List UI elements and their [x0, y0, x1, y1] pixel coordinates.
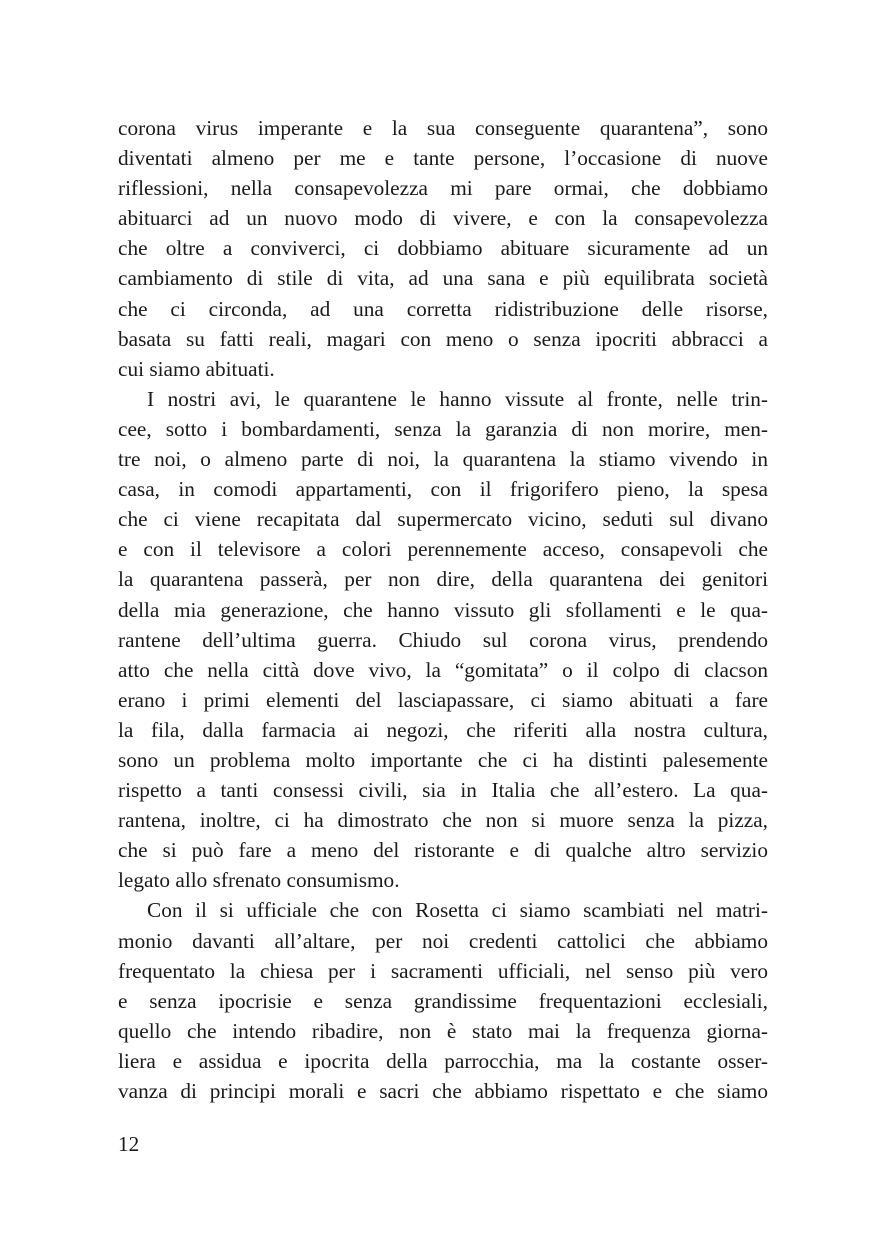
text-line: e senza ipocrisie e senza grandissime frequentazioni ecclesiali, [118, 988, 768, 1013]
text-line: che oltre a conviverci, ci dobbiamo abituare sicuramente ad un [118, 236, 768, 261]
text-line: cee, sotto i bombardamenti, senza la garanzia di non morire, men- [118, 416, 768, 441]
body-text [118, 113, 768, 1106]
text-line: legato allo sfrenato consumismo. [118, 868, 400, 893]
text-line: che si può fare a meno del ristorante e di qualche altro servizio [118, 838, 768, 863]
text-line: Con il si ufficiale che con Rosetta ci siamo scambiati nel matri- [147, 898, 768, 923]
text-line: monio davanti all’altare, per noi credenti cattolici che abbiamo [118, 928, 768, 953]
text-line: cambiamento di stile di vita, ad una sana e più equilibrata società [118, 266, 768, 291]
text-line: sono un problema molto importante che ci ha distinti palesemente [118, 747, 768, 772]
text-line: rantene dell’ultima guerra. Chiudo sul corona virus, prendendo [118, 627, 768, 652]
text-line: che ci viene recapitata dal supermercato vicino, seduti sul divano [118, 507, 768, 532]
text-line: abituarci ad un nuovo modo di vivere, e con la consapevolezza [118, 206, 768, 231]
page-number: 12 [118, 1132, 140, 1156]
text-line: quello che intendo ribadire, non è stato mai la frequenza giorna- [118, 1018, 768, 1043]
text-line: rantena, inoltre, ci ha dimostrato che non si muore senza la pizza, [118, 808, 768, 833]
text-line: corona virus imperante e la sua conseguente quarantena”, sono [118, 116, 768, 140]
text-line: riflessioni, nella consapevolezza mi pare ormai, che dobbiamo [118, 176, 768, 201]
text-line: erano i primi elementi del lasciapassare, ci siamo abituati a fare [118, 687, 768, 712]
text-line: tre noi, o almeno parte di noi, la quarantena la stiamo vivendo in [118, 447, 768, 472]
text-line: casa, in comodi appartamenti, con il frigorifero pieno, la spesa [118, 477, 768, 502]
text-line: I nostri avi, le quarantene le hanno vissute al fronte, nelle trin- [147, 386, 768, 411]
text-line: vanza di principi morali e sacri che abbiamo rispettato e che siamo [118, 1079, 768, 1103]
text-line: cui siamo abituati. [118, 356, 275, 381]
text-line: che ci circonda, ad una corretta ridistribuzione delle risorse, [118, 296, 768, 321]
text-line: atto che nella città dove vivo, la “gomitata” o il colpo di clacson [118, 657, 768, 682]
text-line: rispetto a tanti consessi civili, sia in Italia che all’estero. La qua- [118, 778, 768, 803]
text-line: la quarantena passerà, per non dire, della quarantena dei genitori [118, 567, 768, 592]
text-line: basata su fatti reali, magari con meno o senza ipocriti abbracci a [118, 326, 768, 351]
text-line: diventati almeno per me e tante persone, l’occasione di nuove [118, 146, 768, 171]
paragraph-1 [118, 113, 768, 384]
text-line: della mia generazione, che hanno vissuto gli sfollamenti e le qua- [118, 597, 768, 622]
text-line: frequentato la chiesa per i sacramenti ufficiali, nel senso più vero [118, 958, 768, 983]
paragraph-2 [118, 384, 768, 896]
text-line: e con il televisore a colori perennemente acceso, consapevoli che [118, 537, 768, 562]
text-line: liera e assidua e ipocrita della parrocchia, ma la costante osser- [118, 1048, 768, 1073]
text-line: la fila, dalla farmacia ai negozi, che riferiti alla nostra cultura, [118, 717, 768, 742]
paragraph-3 [118, 895, 768, 1106]
